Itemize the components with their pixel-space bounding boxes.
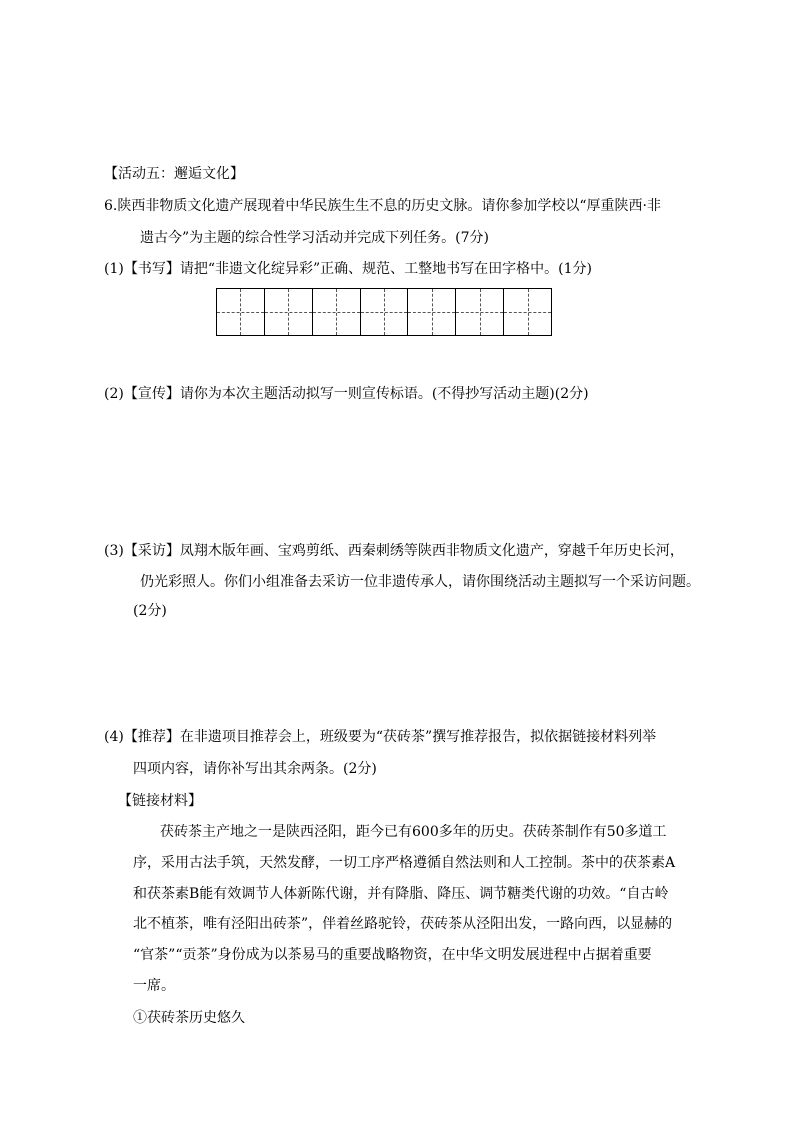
task3-line-2: 仍光彩照人。你们小组准备去采访一位非遗传承人，请你围绕活动主题拟写一个采访问题。 <box>140 574 700 590</box>
answer-item-1: ①茯砖茶历史悠久 <box>133 1010 245 1026</box>
material-header: 【链接材料】 <box>118 793 202 809</box>
grid-cell[interactable] <box>217 289 265 335</box>
question-line-1: 6.陕西非物质文化遗产展现着中华民族生生不息的历史文脉。请你参加学校以“厚重陕西·非 <box>104 198 661 214</box>
writing-grid[interactable] <box>216 288 552 336</box>
task3-line-1: (3)【采访】凤翔木版年画、宝鸡剪纸、西秦刺绣等陕西非物质文化遗产，穿越千年历史长河， <box>104 543 684 559</box>
grid-cell[interactable] <box>456 289 504 335</box>
grid-cell[interactable] <box>408 289 456 335</box>
material-line: 和茯茶素B能有效调节人体新陈代谢，并有降脂、降压、调节糖类代谢的功效。“自古岭 <box>133 886 669 902</box>
activity-header: 【活动五：邂逅文化】 <box>104 166 244 182</box>
task2-prompt: (2)【宣传】请你为本次主题活动拟写一则宣传标语。(不得抄写活动主题)(2分) <box>104 386 589 402</box>
material-line: 茯砖茶主产地之一是陕西泾阳，距今已有600多年的历史。茯砖茶制作有50多道工 <box>160 824 667 840</box>
task4-line-2: 四项内容，请你补写出其余两条。(2分) <box>133 761 377 777</box>
question-line-2: 遗古今”为主题的综合性学习活动并完成下列任务。(7分) <box>140 230 489 246</box>
grid-cell[interactable] <box>504 289 551 335</box>
material-line: 序，采用古法手筑，天然发酵，一切工序严格遵循自然法则和人工控制。茶中的茯茶素A <box>133 855 676 871</box>
material-line: 北不植茶，唯有泾阳出砖茶”，伴着丝路驼铃，茯砖茶从泾阳出发，一路向西，以显赫的 <box>133 916 673 932</box>
material-line: 一席。 <box>133 978 175 994</box>
task1-prompt: (1)【书写】请把“非遗文化绽异彩”正确、规范、工整地书写在田字格中。(1分) <box>104 261 592 277</box>
grid-cell[interactable] <box>361 289 409 335</box>
task4-line-1: (4)【推荐】在非遗项目推荐会上，班级要为“茯砖茶”撰写推荐报告，拟依据链接材料列举 <box>104 729 657 745</box>
material-line: “官茶”“贡茶”身份成为以茶易马的重要战略物资，在中华文明发展进程中占据着重要 <box>133 947 652 963</box>
grid-cell[interactable] <box>265 289 313 335</box>
task3-line-3: (2分) <box>133 603 167 619</box>
grid-cell[interactable] <box>313 289 361 335</box>
